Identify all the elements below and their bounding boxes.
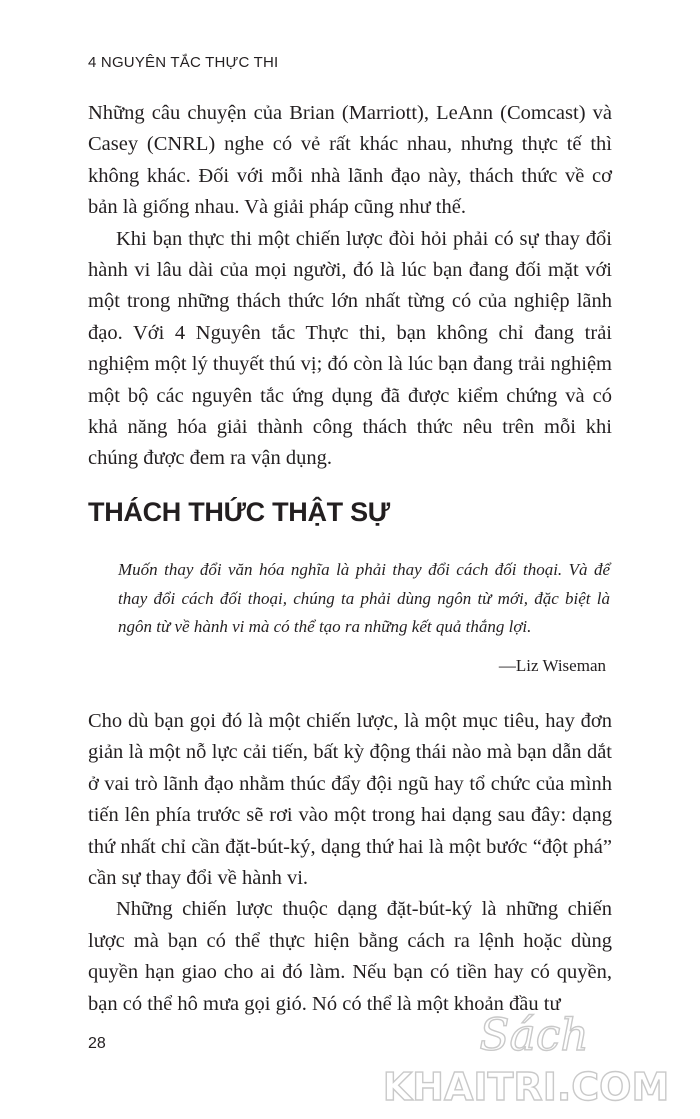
epigraph-quote: Muốn thay đổi văn hóa nghĩa là phải thay đổi cách đối thoại. Và để thay đổi cách đối thoại, chúng ta phải dùng ngôn từ mới, đặc biệt là ngôn từ về hành vi mà có thể tạo ra những kết quả thắng lợi.: [118, 560, 610, 637]
paragraph: Khi bạn thực thi một chiến lược đòi hỏi phải có sự thay đổi hành vi lâu dài của mọi người, đó là lúc bạn đang đối mặt với một trong những thách thức lớn nhất từng có của nghiệp lãnh đạo. Với 4 Nguyên tắc Thực thi, bạn không chỉ đang trải nghiệm một lý thuyết thú vị; đó còn là lúc bạn đang trải nghiệm một bộ các nguyên tắc ứng dụng đã được kiểm chứng và có khả năng hóa giải thành công thách thức nêu trên mỗi khi chúng được đem ra vận dụng.: [88, 227, 612, 470]
paragraph: Những chiến lược thuộc dạng đặt-bút-ký là những chiến lược mà bạn có thể thực hiện bằng cách ra lệnh hoặc dùng quyền hạn giao cho ai đó làm. Nếu bạn có tiền hay có quyền, bạn có thể hô mưa gọi gió. Nó có thể là một khoản đầu tư: [88, 898, 612, 1015]
section-heading: THÁCH THỨC THẬT SỰ: [88, 497, 390, 527]
page-number: 28: [88, 1035, 106, 1052]
watermark-brand: KHAITRI.COM: [382, 1065, 670, 1109]
watermark-logo: [366, 1002, 686, 1114]
section-text-block: [88, 706, 612, 1020]
watermark-script: Sách: [479, 1010, 589, 1061]
epigraph-author: —Liz Wiseman: [498, 656, 606, 675]
paragraph: Cho dù bạn gọi đó là một chiến lược, là một mục tiêu, hay đơn giản là một nỗ lực cải tiến, bất kỳ động thái nào mà bạn dẫn dắt ở vai trò lãnh đạo nhằm thúc đẩy đội ngũ hay tổ chức của mình tiến lên phía trước sẽ rơi vào một trong hai dạng sau đây: dạng thứ nhất chỉ cần đặt-bút-ký, dạng thứ hai là một bước “đột phá” cần sự thay đổi về hành vi.: [88, 710, 612, 890]
intro-text-block: [88, 98, 612, 475]
running-header: 4 NGUYÊN TẮC THỰC THI: [88, 54, 279, 71]
paragraph: Những câu chuyện của Brian (Marriott), LeAnn (Comcast) và Casey (CNRL) nghe có vẻ rất khác nhau, nhưng thực tế thì không khác. Đối với mỗi nhà lãnh đạo này, thách thức về cơ bản là giống nhau. Và giải pháp cũng như thế.: [88, 102, 612, 219]
